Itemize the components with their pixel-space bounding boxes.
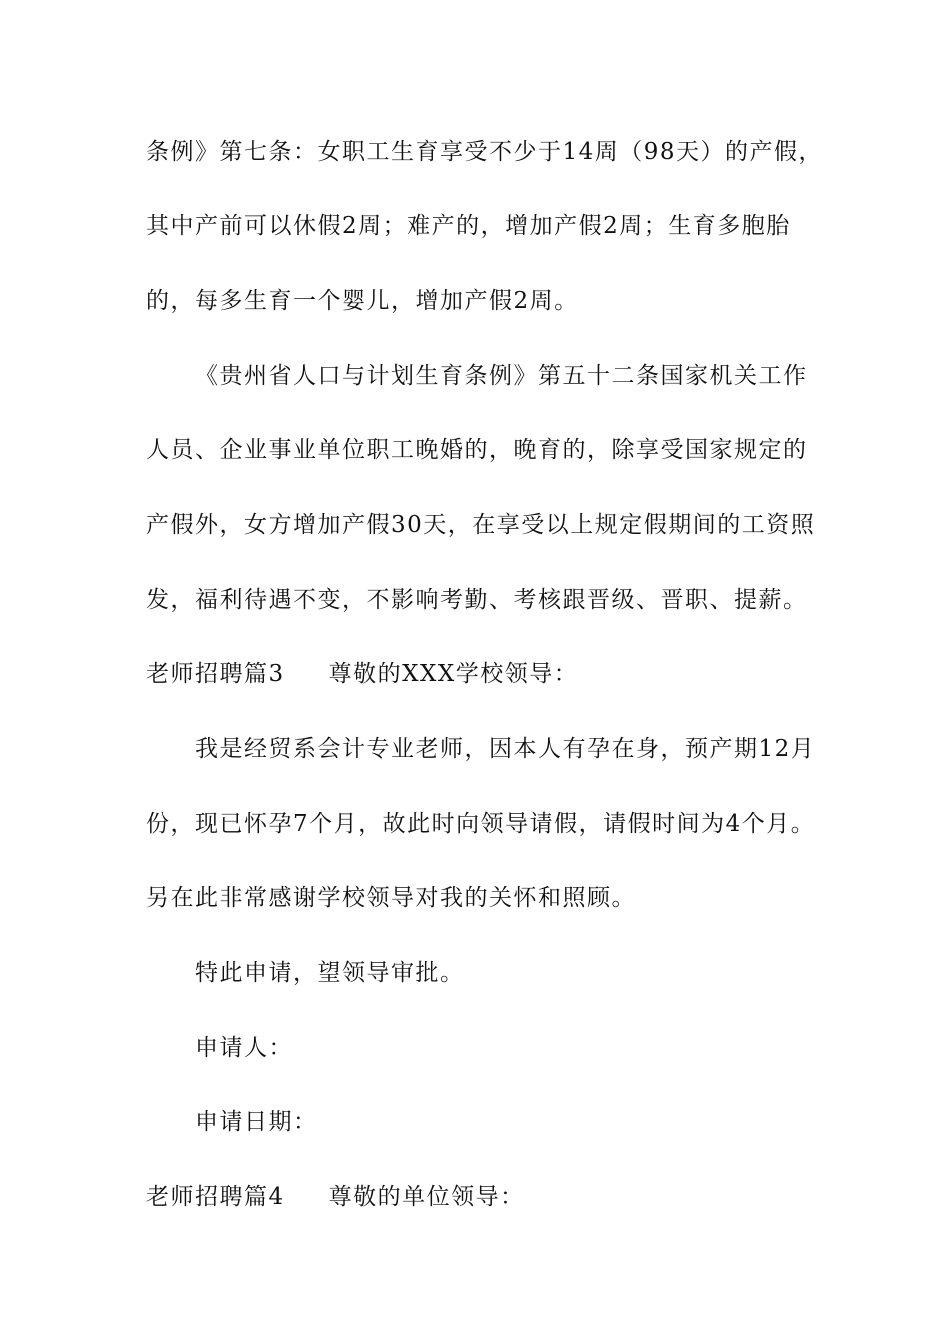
text-line: 另在此非常感谢学校领导对我的关怀和照顾。 [146, 885, 636, 911]
applicant-field: 申请人： [195, 1035, 293, 1061]
section-heading-4 [146, 1177, 826, 1217]
salutation: 尊敬的XXX学校领导： [328, 661, 579, 687]
text-line: 产假外，女方增加产假30天，在享受以上规定假期间的工资照 [146, 512, 816, 538]
section-label: 老师招聘篇4 [146, 1184, 285, 1210]
text-line: 人员、企业事业单位职工晚婚的，晚育的，除享受国家规定的 [146, 437, 808, 463]
text-line: 条例》第七条：女职工生育享受不少于14周（98天）的产假， [146, 139, 824, 165]
text-line: 份，现已怀孕7个月，故此时向领导请假，请假时间为4个月。 [146, 811, 816, 837]
text-line: 的，每多生育一个婴儿，增加产假2周。 [146, 288, 579, 314]
section-heading-3 [146, 654, 826, 694]
text-line: 其中产前可以休假2周；难产的，增加产假2周；生育多胞胎 [146, 213, 791, 239]
paragraph-start: 我是经贸系会计专业老师，因本人有孕在身，预产期12月 [195, 736, 816, 762]
paragraph-start: 《贵州省人口与计划生育条例》第五十二条国家机关工作 [195, 363, 808, 389]
salutation: 尊敬的单位领导： [328, 1184, 525, 1210]
text-line: 发，福利待遇不变，不影响考勤、考核跟晋级、晋职、提薪。 [146, 587, 808, 613]
closing-request: 特此申请，望领导审批。 [195, 960, 465, 986]
application-date-field: 申请日期： [195, 1109, 318, 1135]
section-label: 老师招聘篇3 [146, 661, 285, 687]
